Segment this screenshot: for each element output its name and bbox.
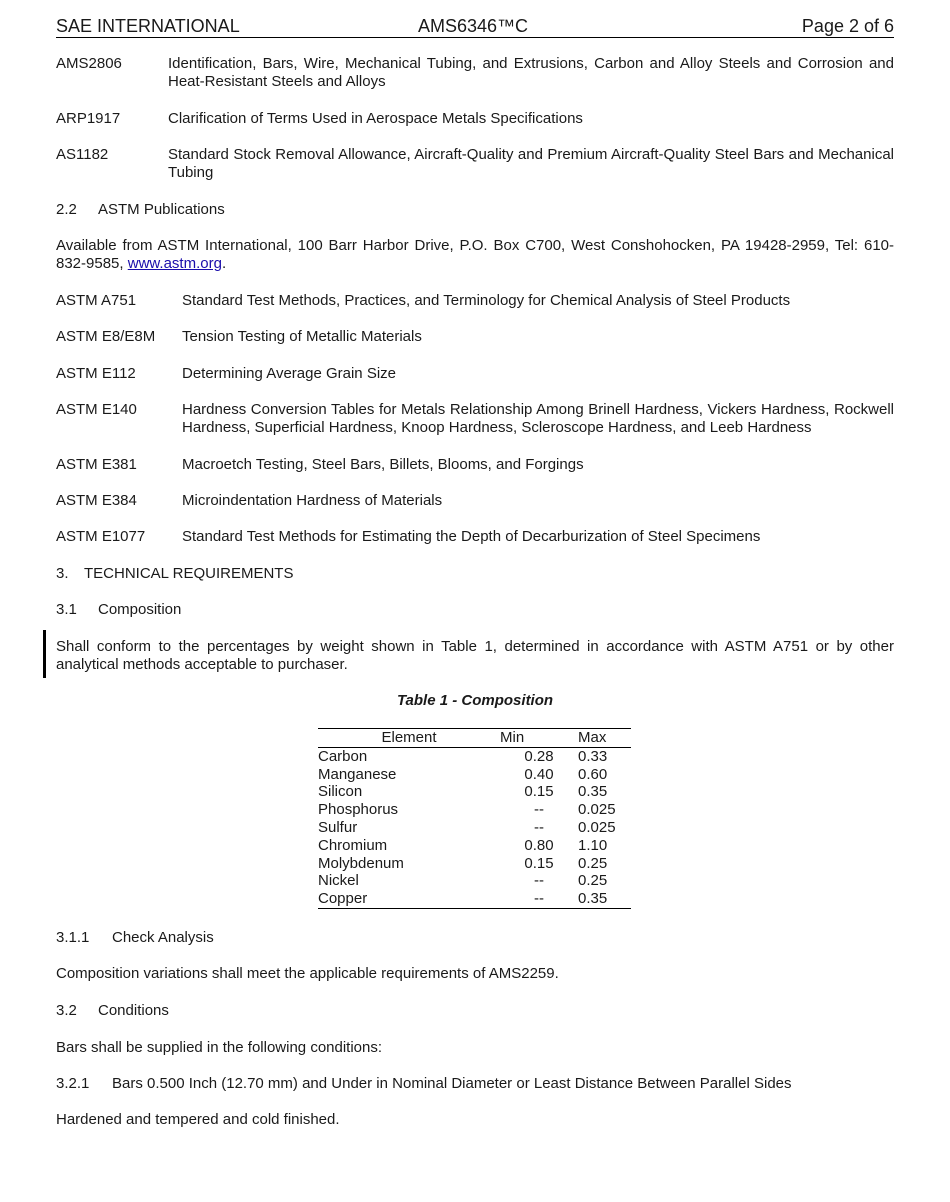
- cell-max: 0.025: [578, 801, 616, 819]
- header-page-number: Page 2 of 6: [801, 16, 894, 36]
- cell-min: 0.15: [524, 783, 554, 801]
- section-heading-3-1-1: [56, 929, 894, 947]
- reference-astm-e384: [56, 492, 894, 510]
- cell-min: --: [534, 801, 544, 819]
- reference-as1182: [56, 146, 894, 182]
- column-header-element: Element: [318, 729, 500, 748]
- reference-code: ASTM E1077: [56, 528, 146, 545]
- reference-ams2806: [56, 55, 894, 91]
- reference-code: ASTM E8/E8M: [56, 328, 156, 345]
- reference-astm-e140: [56, 401, 894, 437]
- section-heading-3-2: [56, 1002, 894, 1020]
- cell-min: 0.40: [524, 765, 554, 783]
- reference-code: ARP1917: [56, 110, 121, 127]
- table-row: [318, 766, 631, 784]
- check-analysis-paragraph: Composition variations shall meet the applicable requirements of AMS2259.: [56, 965, 559, 982]
- reference-astm-a751: [56, 292, 894, 310]
- table-row: [318, 819, 631, 837]
- reference-title: Microindentation Hardness of Materials: [182, 492, 443, 509]
- section-title: Composition: [98, 601, 182, 618]
- cell-min: 0.80: [524, 836, 554, 854]
- section-number: 3.: [56, 565, 69, 582]
- reference-title: Determining Average Grain Size: [182, 365, 396, 382]
- cell-max: 0.35: [578, 890, 631, 908]
- reference-code: AS1182: [56, 146, 109, 163]
- section-title: TECHNICAL REQUIREMENTS: [84, 565, 294, 582]
- section-number: 3.2.1: [56, 1075, 90, 1092]
- reference-title: Standard Test Methods, Practices, and Terminology for Chemical Analysis of Steel Products: [182, 292, 791, 309]
- section-heading-3: [56, 565, 894, 583]
- revision-change-bar: [43, 630, 46, 678]
- reference-title: Identification, Bars, Wire, Mechanical Tubing, and Extrusions, Carbon and Alloy Steels and Corrosion and Heat-Resistant Steels and Alloys: [168, 55, 894, 90]
- table-row: [318, 801, 631, 819]
- section-title: ASTM Publications: [98, 201, 225, 218]
- availability-end: .: [221, 255, 227, 272]
- section-heading-3-1: [56, 601, 894, 619]
- cell-element: Phosphorus: [318, 801, 399, 819]
- section-number: 2.2: [56, 201, 77, 218]
- astm-availability-paragraph: [56, 237, 894, 273]
- reference-code: ASTM E140: [56, 401, 137, 418]
- section-heading-3-2-1: [56, 1075, 894, 1093]
- reference-astm-e8: [56, 328, 894, 346]
- header-org: SAE INTERNATIONAL: [56, 16, 240, 36]
- reference-title: Standard Stock Removal Allowance, Aircraft-Quality and Premium Aircraft-Quality Steel Bars and Mechanical Tubing: [168, 146, 894, 181]
- table-row: [318, 872, 631, 890]
- column-header-min: Min: [500, 729, 578, 748]
- section-title: Conditions: [98, 1002, 169, 1019]
- cell-max: 0.33: [578, 747, 608, 765]
- section-number: 3.1.1: [56, 929, 90, 946]
- cell-element: Copper: [318, 890, 500, 908]
- reference-arp1917: [56, 110, 894, 128]
- reference-code: ASTM E384: [56, 492, 137, 509]
- cell-min: 0.28: [524, 747, 554, 765]
- reference-code: ASTM E381: [56, 456, 137, 473]
- reference-title: Hardness Conversion Tables for Metals Relationship Among Brinell Hardness, Vickers Hardness, Rockwell Hardness, Superficial Hardness, Knoop Hardness, Scleroscope Hardness, and Leeb Hardness: [182, 401, 894, 436]
- cell-max: 0.60: [578, 765, 608, 783]
- reference-code: ASTM E112: [56, 365, 136, 382]
- table-caption: Table 1 - Composition: [396, 692, 554, 709]
- composition-table: [318, 728, 631, 909]
- cell-min: 0.15: [524, 854, 554, 872]
- conditions-paragraph: Bars shall be supplied in the following conditions:: [56, 1039, 383, 1056]
- astm-website-link[interactable]: www.astm.org: [127, 255, 222, 272]
- reference-title: Tension Testing of Metallic Materials: [182, 328, 422, 345]
- cell-max: 0.25: [578, 872, 608, 890]
- cell-element: Carbon: [318, 747, 368, 765]
- cell-element: Manganese: [318, 765, 397, 783]
- section-number: 3.1: [56, 601, 77, 618]
- reference-title: Clarification of Terms Used in Aerospace Metals Specifications: [168, 110, 583, 127]
- table-row: [318, 855, 631, 873]
- page-header: [56, 15, 894, 38]
- section-number: 3.2: [56, 1002, 77, 1019]
- cell-element: Molybdenum: [318, 854, 404, 872]
- cell-max: 0.025: [578, 818, 616, 836]
- header-doc-id: AMS6346™C: [418, 16, 529, 36]
- bars-condition-paragraph: Hardened and tempered and cold finished.: [56, 1111, 340, 1128]
- reference-astm-e381: [56, 456, 894, 474]
- cell-min: --: [534, 818, 544, 836]
- cell-max: 0.25: [578, 854, 608, 872]
- cell-min: --: [534, 872, 544, 890]
- reference-title: Standard Test Methods for Estimating the Depth of Decarburization of Steel Specimens: [182, 528, 761, 545]
- section-heading-2-2: [56, 201, 894, 219]
- table-row: [318, 890, 631, 908]
- reference-code: ASTM A751: [56, 292, 137, 309]
- reference-code: AMS2806: [56, 55, 122, 72]
- table-row: [318, 747, 631, 765]
- column-header-max: Max: [578, 729, 631, 748]
- availability-text: Available from ASTM International, 100 Barr Harbor Drive, P.O. Box C700, West Conshohocken, PA 19428-2959, Tel: 610-832-9585,: [56, 237, 894, 272]
- table-header-row: [318, 729, 631, 748]
- cell-element: Silicon: [318, 783, 363, 801]
- cell-max: 0.35: [578, 783, 608, 801]
- cell-element: Chromium: [318, 836, 388, 854]
- table-row: [318, 837, 631, 855]
- section-title: Check Analysis: [112, 929, 214, 946]
- reference-astm-e112: [56, 365, 894, 383]
- section-title: Bars 0.500 Inch (12.70 mm) and Under in Nominal Diameter or Least Distance Between Parallel Sides: [112, 1075, 792, 1092]
- cell-element: Nickel: [318, 872, 359, 890]
- cell-max: 1.10: [578, 836, 608, 854]
- cell-element: Sulfur: [318, 818, 358, 836]
- reference-astm-e1077: [56, 528, 894, 546]
- table-row: [318, 783, 631, 801]
- cell-min: --: [500, 890, 578, 908]
- reference-title: Macroetch Testing, Steel Bars, Billets, Blooms, and Forgings: [182, 456, 584, 473]
- composition-paragraph: Shall conform to the percentages by weight shown in Table 1, determined in accordance with ASTM A751 or by other analytical methods acceptable to purchaser.: [56, 638, 894, 673]
